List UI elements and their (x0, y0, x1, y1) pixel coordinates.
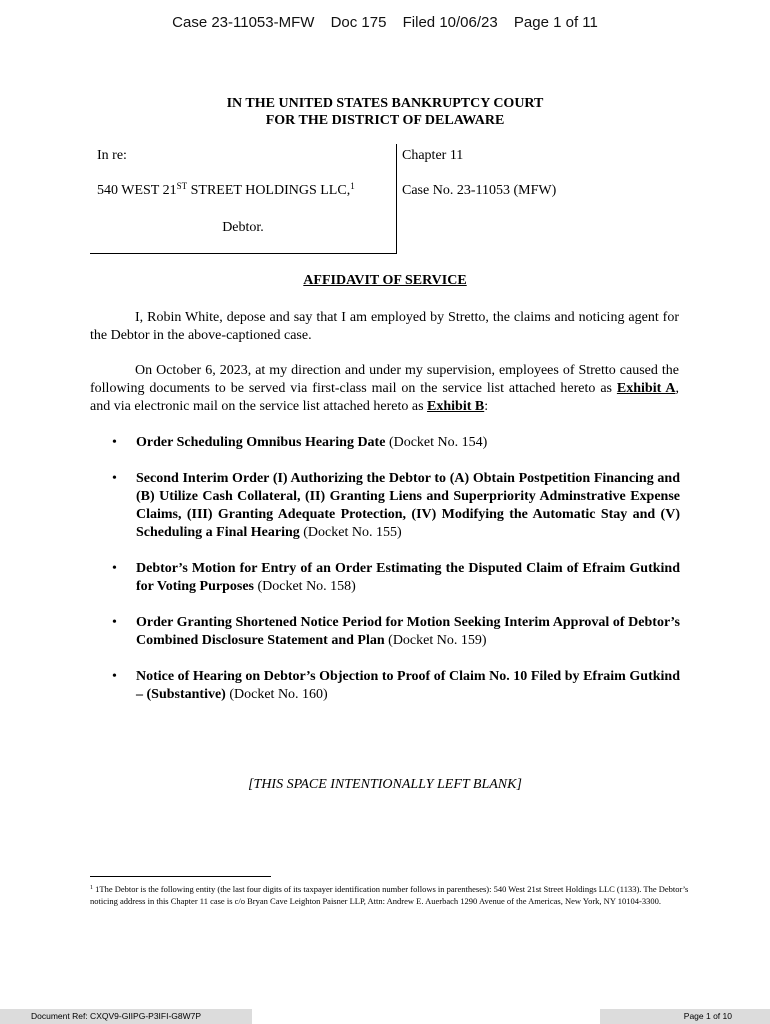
court-heading (0, 95, 770, 129)
entity-name-start: 540 WEST 21 (97, 183, 177, 198)
document-name: Second Interim Order (I) Authorizing the Debtor to (A) Obtain Postpetition Financing and (B) Utilize Cash Collateral, (II) Granting Liens and Superpriority Adminstrative Expense Claims, (III) Granting Adequate Protection, (IV) Modifying the Automatic Stay and (V) Scheduling a Final Hearing (136, 471, 680, 540)
paragraph-declarant: I, Robin White, depose and say that I am employed by Stretto, the claims and noticing agent for the Debtor in the above-captioned case. (90, 310, 679, 343)
document-name: Debtor’s Motion for Entry of an Order Estimating the Disputed Claim of Efraim Gutkind for Voting Purposes (136, 561, 680, 594)
bullet-icon: • (112, 435, 117, 450)
docket-number: (Docket No. 154) (385, 435, 488, 450)
case-number-label: Case No. 23-11053 (MFW) (402, 183, 557, 198)
bullet-icon: • (112, 615, 117, 630)
footnote-mark: 1 (90, 885, 93, 891)
exhibit-b-ref: Exhibit B (427, 399, 485, 414)
document-name: Order Granting Shortened Notice Period for Motion Seeking Interim Approval of Debtor’s Combined Disclosure Statement and Plan (136, 615, 680, 648)
debtor-label: Debtor. (222, 220, 264, 235)
served-document-item (90, 668, 680, 704)
served-document-item (90, 614, 680, 650)
document-reference: Document Ref: CXQV9-GIIPG-P3IFI-G8W7P (0, 1009, 252, 1024)
served-document-item (90, 560, 680, 596)
docket-number: (Docket No. 155) (299, 525, 402, 540)
served-documents-list (90, 434, 680, 722)
footnote-text: 1The Debtor is the following entity (the last four digits of its taxpayer identification number follows in parentheses): 540 West 21st Street Holdings LLC (1133). The Debtor’s noticing address in this Chapter 11 case is c/o Bryan Cave Leighton Paisner LLP, Attn: Andrew E. Auerbach 1290 Avenue of the Americas, New York, NY 10104-3300. (90, 884, 689, 906)
chapter-label: Chapter 11 (402, 148, 464, 163)
footnote (90, 883, 690, 907)
service-text-3: : (484, 399, 489, 414)
footnote-reference: 1 (350, 181, 355, 191)
paragraph-service (90, 362, 679, 416)
exhibit-a-ref: Exhibit A (616, 381, 676, 396)
docket-number: (Docket No. 158) (253, 579, 356, 594)
bullet-icon: • (112, 471, 117, 486)
blank-space-notice: [THIS SPACE INTENTIONALLY LEFT BLANK] (248, 777, 522, 792)
bullet-icon: • (112, 561, 117, 576)
docket-number: (Docket No. 159) (384, 633, 487, 648)
served-document-item (90, 470, 680, 542)
footnote-divider (90, 876, 271, 877)
served-document-item (90, 434, 680, 452)
doc-number: Doc 175 (330, 14, 387, 31)
caption-box (90, 144, 397, 254)
entity-superscript: ST (176, 181, 188, 191)
court-line-2: FOR THE DISTRICT OF DELAWARE (265, 113, 505, 128)
document-title: AFFIDAVIT OF SERVICE (303, 273, 467, 288)
filed-date: Filed 10/06/23 (402, 14, 498, 31)
bullet-icon: • (112, 669, 117, 684)
document-name: Notice of Hearing on Debtor’s Objection to Proof of Claim No. 10 Filed by Efraim Gutkind – (Substantive) (136, 669, 680, 702)
debtor-entity (97, 183, 355, 199)
document-name: Order Scheduling Omnibus Hearing Date (136, 435, 386, 450)
in-re-label: In re: (97, 148, 127, 163)
ecf-header (0, 14, 770, 31)
court-line-1: IN THE UNITED STATES BANKRUPTCY COURT (226, 96, 544, 111)
docket-number: (Docket No. 160) (225, 687, 328, 702)
service-text-1: On October 6, 2023, at my direction and under my supervision, employees of Stretto caused the following documents to be served via first-class mail on the service list attached hereto as (90, 363, 679, 396)
footer-page-number: Page 1 of 10 (600, 1009, 770, 1024)
case-number: Case 23-11053-MFW (172, 14, 315, 31)
page-count: Page 1 of 11 (513, 14, 598, 31)
service-text-2: , and via electronic mail on the service list attached hereto as (90, 381, 679, 414)
entity-name-end: STREET HOLDINGS LLC, (187, 183, 351, 198)
